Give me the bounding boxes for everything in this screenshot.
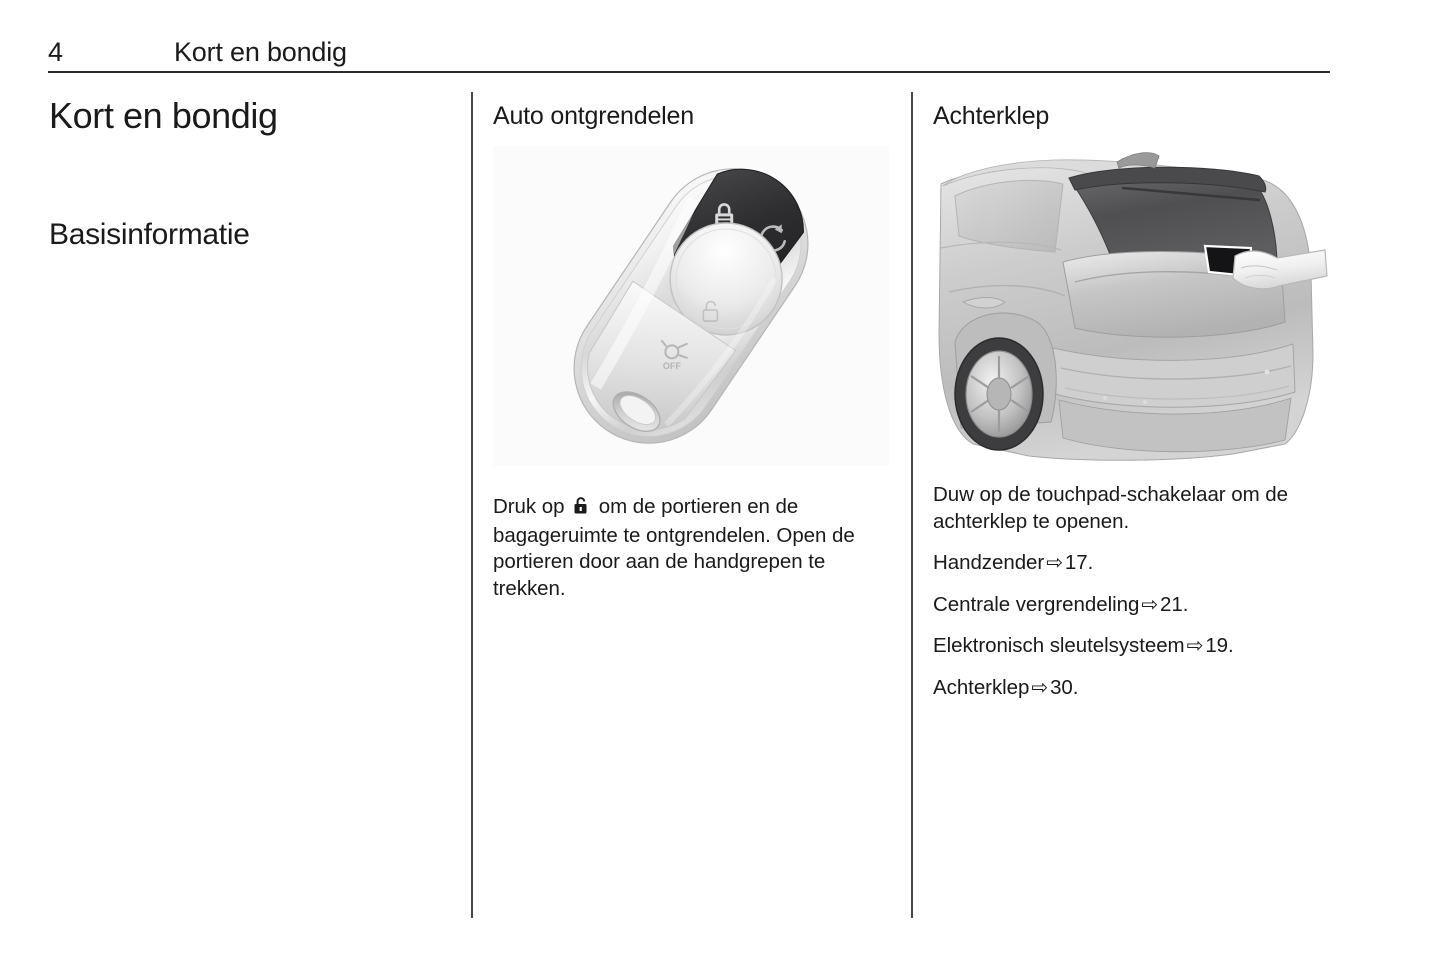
chapter-title: Kort en bondig bbox=[49, 95, 278, 136]
rear-hatch-touchpad-illustration bbox=[933, 144, 1329, 464]
xref-page: 17. bbox=[1064, 551, 1094, 574]
xref-label: Handzender bbox=[933, 551, 1045, 574]
left-column bbox=[49, 92, 449, 254]
page-number: 4 bbox=[48, 37, 63, 67]
xref-page: 19. bbox=[1205, 634, 1234, 657]
right-column bbox=[933, 92, 1333, 701]
hatch-instruction-paragraph: Duw op de touchpad-schakelaar om de achterklep te openen. bbox=[933, 483, 1288, 533]
xref-label: Centrale vergrendeling bbox=[933, 592, 1140, 616]
xref-arrow-icon: ⇨ bbox=[1141, 593, 1159, 616]
section-title-basisinformatie: Basisinformatie bbox=[49, 218, 250, 251]
key-fob-remote-illustration bbox=[493, 146, 889, 466]
xref-arrow-icon: ⇨ bbox=[1046, 552, 1063, 574]
xref-page: 21. bbox=[1160, 592, 1189, 616]
xref-label: Elektronisch sleutelsysteem bbox=[933, 634, 1185, 657]
cross-reference-elektronisch-sleutelsysteem[interactable] bbox=[933, 618, 1333, 660]
unlock-text-after: om de portieren en de bagageruimte te ontgrendelen. Open de portieren door aan de handgrepen te trekken. bbox=[493, 495, 855, 600]
cross-reference-centrale-vergrendeling[interactable] bbox=[933, 577, 1333, 619]
xref-page: 30. bbox=[1050, 675, 1079, 699]
xref-arrow-icon: ⇨ bbox=[1186, 635, 1204, 657]
xref-label: Achterklep bbox=[933, 675, 1030, 699]
heading-auto-ontgrendelen: Auto ontgrendelen bbox=[493, 102, 694, 130]
header-chapter-title: Kort en bondig bbox=[174, 37, 347, 67]
cross-reference-handzender[interactable] bbox=[933, 535, 1333, 577]
column-divider-2 bbox=[911, 92, 913, 918]
heading-achterklep: Achterklep bbox=[933, 102, 1050, 130]
column-divider-1 bbox=[471, 92, 473, 918]
unlock-padlock-icon bbox=[572, 496, 591, 523]
xref-arrow-icon: ⇨ bbox=[1031, 676, 1049, 699]
unlock-instruction-paragraph bbox=[493, 466, 893, 602]
middle-column bbox=[493, 92, 893, 602]
unlock-text-before: Druk op bbox=[493, 495, 571, 518]
cross-reference-achterklep[interactable] bbox=[933, 660, 1333, 702]
running-header bbox=[48, 36, 1330, 74]
header-divider-rule bbox=[48, 71, 1330, 73]
svg-text:OFF: OFF bbox=[662, 360, 681, 371]
